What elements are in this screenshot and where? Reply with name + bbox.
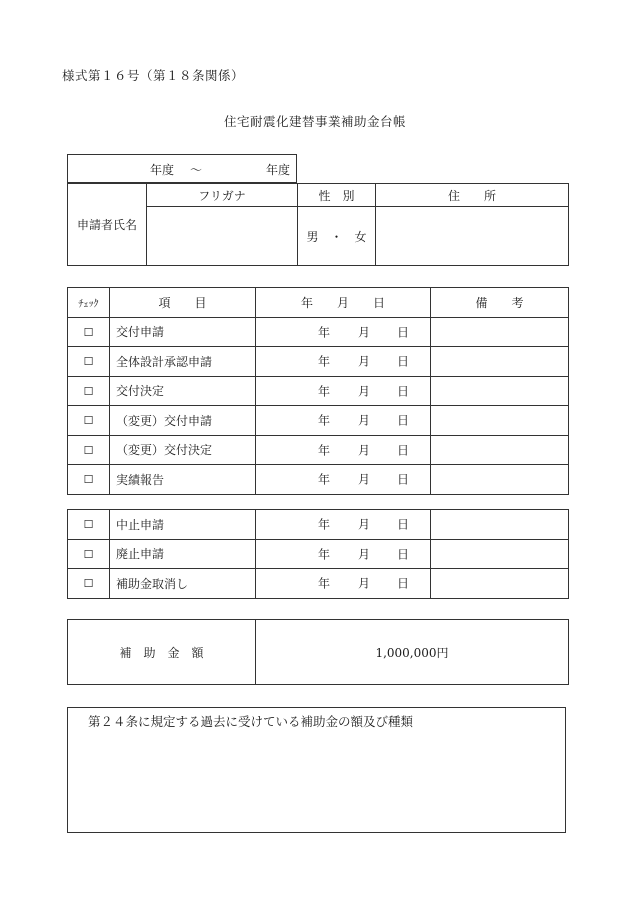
date-month-label: 月 xyxy=(358,325,371,340)
document-title: 住宅耐震化建替事業補助金台帳 xyxy=(223,114,406,129)
checklist-row xyxy=(68,406,569,436)
furigana-header: フリガナ xyxy=(147,184,298,207)
date-month-label: 月 xyxy=(358,443,371,458)
address-header: 住 所 xyxy=(376,184,569,207)
date-month-label: 月 xyxy=(358,384,371,399)
remarks-field[interactable] xyxy=(431,539,569,569)
checkbox[interactable]: ☐ xyxy=(83,443,94,457)
checklist-item-label: 廃止申請 xyxy=(110,539,256,569)
checklist-item-label: 補助金取消し xyxy=(110,569,256,599)
checkbox[interactable]: ☐ xyxy=(83,414,94,428)
date-field[interactable] xyxy=(256,569,431,599)
date-month-label: 月 xyxy=(358,413,371,428)
checklist-item-label: 中止申請 xyxy=(110,510,256,540)
date-year-label: 年 xyxy=(318,384,331,399)
subsidy-amount-table xyxy=(67,619,569,685)
date-day-label: 日 xyxy=(397,547,410,562)
subsidy-amount-label: 補 助 金 額 xyxy=(68,620,256,685)
date-month-label: 月 xyxy=(358,547,371,562)
checkbox[interactable]: ☐ xyxy=(83,518,94,532)
checklist-item-label: （変更）交付決定 xyxy=(110,435,256,465)
remarks-field[interactable] xyxy=(431,406,569,436)
subsidy-amount-value[interactable]: 1,000,000円 xyxy=(256,620,569,685)
prior-subsidy-box[interactable] xyxy=(67,707,566,833)
date-field[interactable] xyxy=(256,406,431,436)
gender-field[interactable]: 男 ・ 女 xyxy=(298,207,376,266)
fiscal-year-box xyxy=(67,154,297,183)
applicant-table xyxy=(67,183,569,266)
checklist-row xyxy=(68,510,569,540)
date-year-label: 年 xyxy=(318,517,331,532)
address-field[interactable] xyxy=(376,207,569,266)
checklist-item-label: 交付決定 xyxy=(110,376,256,406)
applicant-name-label: 申請者氏名 xyxy=(68,184,147,266)
date-day-label: 日 xyxy=(397,443,410,458)
fiscal-year-to-label: 年度 xyxy=(266,163,291,177)
date-day-label: 日 xyxy=(397,413,410,428)
cancellation-checklist xyxy=(67,509,569,599)
checkbox[interactable]: ☐ xyxy=(83,547,94,561)
item-column-header: 項 目 xyxy=(110,288,256,318)
date-day-label: 日 xyxy=(397,472,410,487)
form-number: 様式第１６号（第１８条関係） xyxy=(62,68,245,83)
date-year-label: 年 xyxy=(318,472,331,487)
date-field[interactable] xyxy=(256,317,431,347)
checkbox[interactable]: ☐ xyxy=(83,384,94,398)
checklist-item-label: （変更）交付申請 xyxy=(110,406,256,436)
checklist-row xyxy=(68,376,569,406)
gender-header: 性 別 xyxy=(298,184,376,207)
date-field[interactable] xyxy=(256,435,431,465)
date-month-label: 月 xyxy=(358,517,371,532)
checklist-item-label: 交付申請 xyxy=(110,317,256,347)
fiscal-year-tilde: ～ xyxy=(190,163,203,177)
date-year-label: 年 xyxy=(318,413,331,428)
remarks-column-header: 備 考 xyxy=(431,288,569,318)
remarks-field[interactable] xyxy=(431,510,569,540)
checklist-item-label: 全体設計承認申請 xyxy=(110,347,256,377)
checkbox[interactable]: ☐ xyxy=(83,577,94,591)
checklist-item-label: 実績報告 xyxy=(110,465,256,495)
date-year-label: 年 xyxy=(318,354,331,369)
date-year-label: 年 xyxy=(318,443,331,458)
prior-subsidy-label: 第２４条に規定する過去に受けている補助金の額及び種類 xyxy=(88,714,414,729)
date-day-label: 日 xyxy=(397,517,410,532)
date-field[interactable] xyxy=(256,465,431,495)
checklist-row xyxy=(68,435,569,465)
checklist-row xyxy=(68,465,569,495)
applicant-name-field[interactable] xyxy=(147,207,298,266)
remarks-field[interactable] xyxy=(431,465,569,495)
remarks-field[interactable] xyxy=(431,435,569,465)
date-month-label: 月 xyxy=(358,576,371,591)
date-field[interactable] xyxy=(256,347,431,377)
date-field[interactable] xyxy=(256,539,431,569)
remarks-field[interactable] xyxy=(431,347,569,377)
date-field[interactable] xyxy=(256,510,431,540)
checkbox[interactable]: ☐ xyxy=(83,473,94,487)
checkbox[interactable]: ☐ xyxy=(83,325,94,339)
checkbox[interactable]: ☐ xyxy=(83,355,94,369)
date-day-label: 日 xyxy=(397,354,410,369)
remarks-field[interactable] xyxy=(431,376,569,406)
date-month-label: 月 xyxy=(358,354,371,369)
date-column-header: 年 月 日 xyxy=(256,288,431,318)
check-column-header: ﾁｪｯｸ xyxy=(68,288,110,318)
remarks-field[interactable] xyxy=(431,317,569,347)
date-day-label: 日 xyxy=(397,325,410,340)
date-year-label: 年 xyxy=(318,576,331,591)
date-field[interactable] xyxy=(256,376,431,406)
date-month-label: 月 xyxy=(358,472,371,487)
checklist-row xyxy=(68,317,569,347)
date-day-label: 日 xyxy=(397,576,410,591)
procedure-checklist xyxy=(67,287,569,495)
checklist-row xyxy=(68,539,569,569)
fiscal-year-from-label: 年度 xyxy=(150,163,175,177)
remarks-field[interactable] xyxy=(431,569,569,599)
date-day-label: 日 xyxy=(397,384,410,399)
checklist-row xyxy=(68,569,569,599)
date-year-label: 年 xyxy=(318,325,331,340)
checklist-row xyxy=(68,347,569,377)
date-year-label: 年 xyxy=(318,547,331,562)
